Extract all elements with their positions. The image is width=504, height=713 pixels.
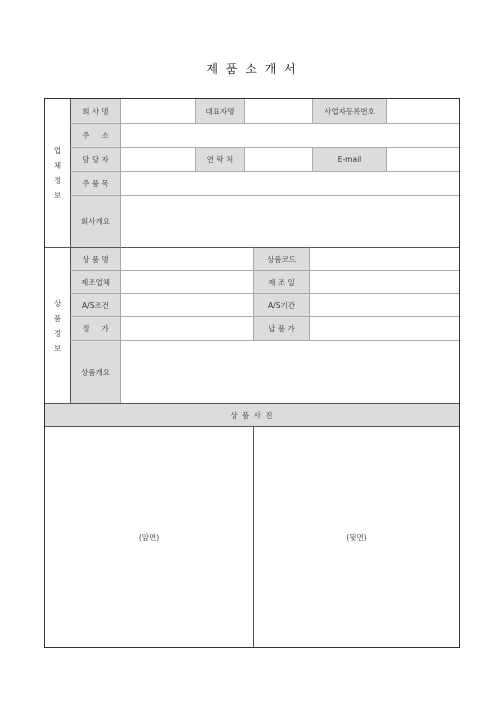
product-code-field[interactable] — [309, 247, 459, 270]
supply-price-label: 납 품 가 — [253, 316, 309, 340]
manufacturer-field[interactable] — [120, 270, 253, 293]
product-section-char: 정 — [53, 328, 62, 338]
address-field[interactable] — [120, 123, 459, 147]
business-reg-label: 사업자등록번호 — [312, 99, 386, 123]
representative-label: 대표자명 — [195, 99, 244, 123]
product-section-char: 보 — [53, 343, 62, 353]
company-overview-label: 회사개요 — [70, 195, 120, 247]
product-code-label: 상품코드 — [253, 247, 309, 270]
email-label: E-mail — [312, 147, 386, 171]
supply-price-field[interactable] — [309, 316, 459, 340]
photo-section-header: 상 품 사 진 — [45, 403, 459, 426]
company-section-char: 보 — [53, 191, 62, 200]
company-overview-field[interactable] — [120, 195, 459, 247]
contact-label: 연 락 처 — [195, 147, 244, 171]
as-period-field[interactable] — [309, 293, 459, 316]
main-products-label: 주 품 목 — [70, 171, 120, 195]
list-price-field[interactable] — [120, 316, 253, 340]
company-section-char: 체 — [53, 161, 62, 170]
address-label: 주 소 — [70, 123, 120, 147]
company-section-char: 정 — [53, 176, 62, 185]
product-form — [44, 98, 460, 648]
company-name-label: 회 사 명 — [70, 99, 120, 123]
manager-field[interactable] — [120, 147, 195, 171]
company-section-label — [45, 99, 70, 247]
product-name-field[interactable] — [120, 247, 253, 270]
product-name-label: 상 품 명 — [70, 247, 120, 270]
company-name-field[interactable] — [120, 99, 195, 123]
representative-field[interactable] — [244, 99, 312, 123]
as-period-label: A/S기간 — [253, 293, 309, 316]
business-reg-field[interactable] — [386, 99, 459, 123]
product-section-label — [45, 247, 70, 403]
product-section-char: 상 — [53, 298, 62, 308]
as-terms-label: A/S조건 — [70, 293, 120, 316]
front-photo-label: (앞면) — [138, 532, 160, 542]
product-overview-field[interactable] — [120, 340, 459, 403]
main-products-field[interactable] — [120, 171, 459, 195]
front-photo-box[interactable] — [45, 426, 253, 647]
contact-field[interactable] — [244, 147, 312, 171]
product-overview-label: 상품개요 — [70, 340, 120, 403]
email-field[interactable] — [386, 147, 459, 171]
product-section-char: 품 — [53, 313, 62, 323]
as-terms-field[interactable] — [120, 293, 253, 316]
back-photo-label: (뒷면) — [346, 532, 367, 542]
mfg-date-field[interactable] — [309, 270, 459, 293]
company-section-char: 업 — [53, 146, 62, 155]
list-price-label: 정 가 — [70, 316, 120, 340]
back-photo-box[interactable] — [253, 426, 459, 647]
manager-label: 담 당 자 — [70, 147, 120, 171]
document-title: 제 품 소 개 서 — [206, 62, 298, 76]
manufacturer-label: 제조업체 — [70, 270, 120, 293]
mfg-date-label: 제 조 일 — [253, 270, 309, 293]
